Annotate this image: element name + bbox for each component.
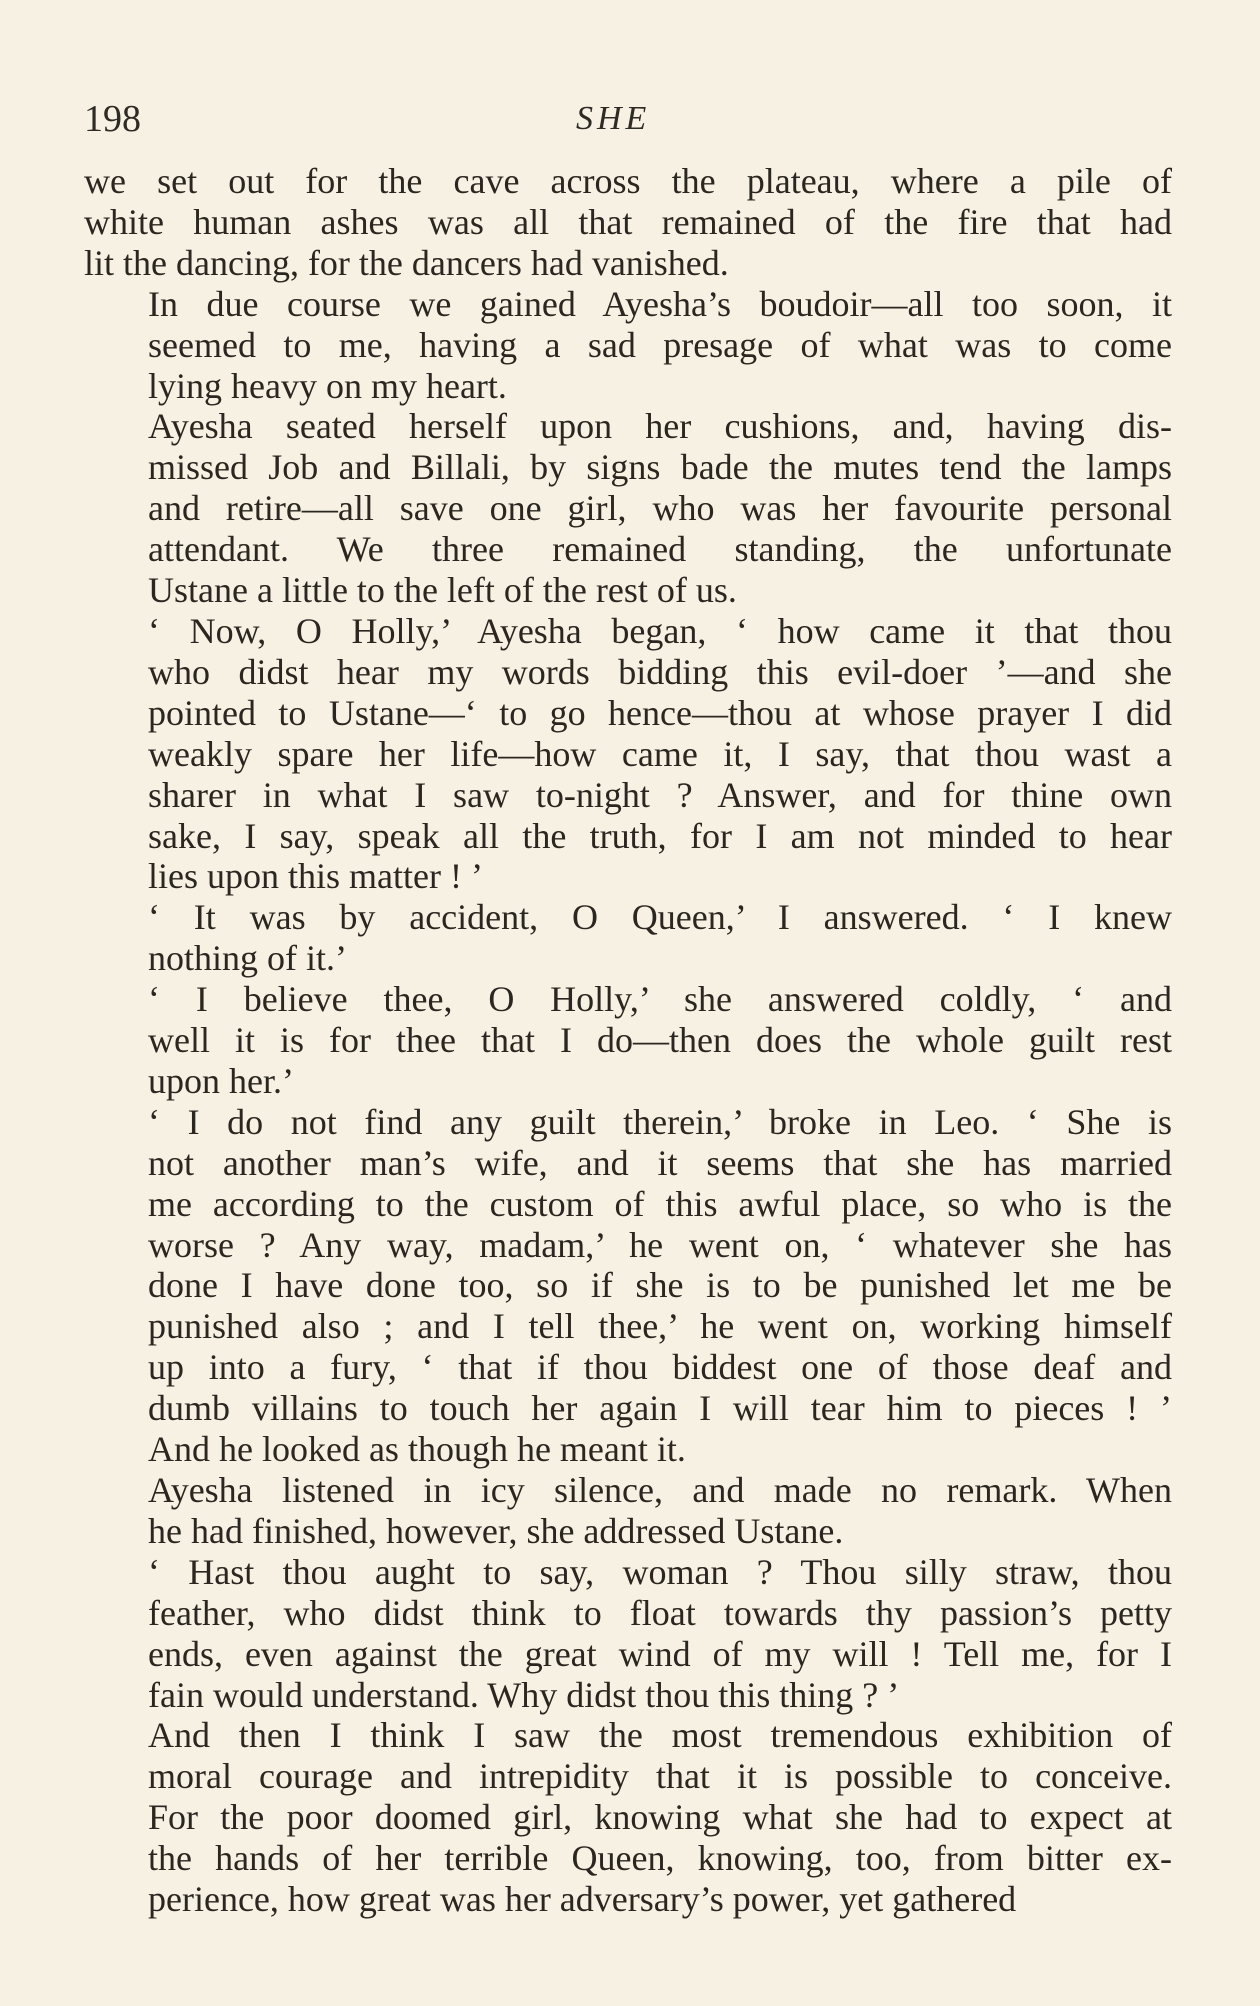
text-line: moral courage and intrepidity that it is possible to conceive.: [148, 1756, 1172, 1797]
text-line: he had finished, however, she addressed Ustane.: [148, 1510, 844, 1551]
text-line: sharer in what I saw to-night ? Answer, and for thine own: [148, 774, 1172, 815]
text-line: nothing of it.’: [148, 938, 347, 979]
text-line: and retire—all save one girl, who was her favourite personal: [148, 488, 1172, 529]
text-line: attendant. We three remained standing, the unfortunate: [148, 529, 1172, 570]
text-line: dumb villains to touch her again I will tear him to pieces ! ’: [148, 1388, 1172, 1429]
text-line: upon her.’: [148, 1060, 294, 1101]
text-line: lies upon this matter ! ’: [148, 856, 483, 897]
text-line: not another man’s wife, and it seems that she has married: [148, 1142, 1172, 1183]
text-line: pointed to Ustane—‘ to go hence—thou at whose prayer I did: [148, 692, 1172, 733]
text-line: well it is for thee that I do—then does the whole guilt rest: [148, 1020, 1172, 1061]
text-line: white human ashes was all that remained of the fire that had: [84, 201, 1172, 242]
text-line: ‘ Hast thou aught to say, woman ? Thou silly straw, thou: [148, 1551, 1172, 1592]
paragraph: [84, 1552, 1172, 1716]
text-line: Ayesha seated herself upon her cushions, and, having dis-: [148, 406, 1172, 447]
text-line: And then I think I saw the most tremendous exhibition of: [148, 1715, 1172, 1756]
paragraph: [84, 979, 1172, 1102]
text-line: lit the dancing, for the dancers had vanished.: [84, 242, 729, 283]
text-line: up into a fury, ‘ that if thou biddest one of those deaf and: [148, 1347, 1172, 1388]
text-line: And he looked as though he meant it.: [148, 1429, 686, 1470]
page-header: [84, 94, 1170, 144]
text-line: me according to the custom of this awful place, so who is the: [148, 1183, 1172, 1224]
text-line: ‘ It was by accident, O Queen,’ I answered. ‘ I knew: [148, 897, 1172, 938]
text-line: perience, how great was her adversary’s power, yet gathered: [148, 1879, 1017, 1920]
text-line: we set out for the cave across the plateau, where a pile of: [84, 161, 1172, 201]
text-line: punished also ; and I tell thee,’ he went on, working himself: [148, 1306, 1172, 1347]
text-line: weakly spare her life—how came it, I say, that thou wast a: [148, 733, 1172, 774]
paragraph: [84, 284, 1172, 407]
text-line: seemed to me, having a sad presage of what was to come: [148, 324, 1172, 365]
text-line: Ustane a little to the left of the rest of us.: [148, 570, 737, 611]
paragraph: [84, 161, 1172, 284]
paragraph: [84, 1715, 1172, 1920]
text-line: lying heavy on my heart.: [148, 365, 507, 406]
page-number: 198: [84, 98, 141, 140]
text-line: worse ? Any way, madam,’ he went on, ‘ whatever she has: [148, 1224, 1172, 1265]
text-line: fain would understand. Why didst thou this thing ? ’: [148, 1674, 900, 1715]
text-line: ‘ Now, O Holly,’ Ayesha began, ‘ how came it that thou: [148, 610, 1172, 651]
paragraph: [84, 1102, 1172, 1470]
text-line: Ayesha listened in icy silence, and made no remark. When: [148, 1470, 1172, 1510]
text-line: ‘ I believe thee, O Holly,’ she answered coldly, ‘ and: [148, 979, 1172, 1020]
text-line: In due course we gained Ayesha’s boudoir—all too soon, it: [148, 283, 1172, 324]
paragraph: [84, 1470, 1172, 1552]
paragraph: [84, 611, 1172, 897]
running-title: SHE: [576, 100, 651, 137]
text-line: For the poor doomed girl, knowing what she had to expect at: [148, 1797, 1172, 1838]
paragraph: [84, 897, 1172, 979]
text-line: who didst hear my words bidding this evil-doer ’—and she: [148, 651, 1172, 692]
text-line: feather, who didst think to float towards thy passion’s petty: [148, 1592, 1172, 1633]
text-line: ends, even against the great wind of my will ! Tell me, for I: [148, 1633, 1172, 1674]
text-line: missed Job and Billali, by signs bade the mutes tend the lamps: [148, 447, 1172, 488]
body-text: [84, 161, 1172, 1920]
paragraph: [84, 406, 1172, 611]
text-line: ‘ I do not find any guilt therein,’ broke in Leo. ‘ She is: [148, 1101, 1172, 1142]
text-line: sake, I say, speak all the truth, for I am not minded to hear: [148, 815, 1172, 856]
text-line: the hands of her terrible Queen, knowing, too, from bitter ex-: [148, 1838, 1172, 1879]
text-line: done I have done too, so if she is to be punished let me be: [148, 1265, 1172, 1306]
